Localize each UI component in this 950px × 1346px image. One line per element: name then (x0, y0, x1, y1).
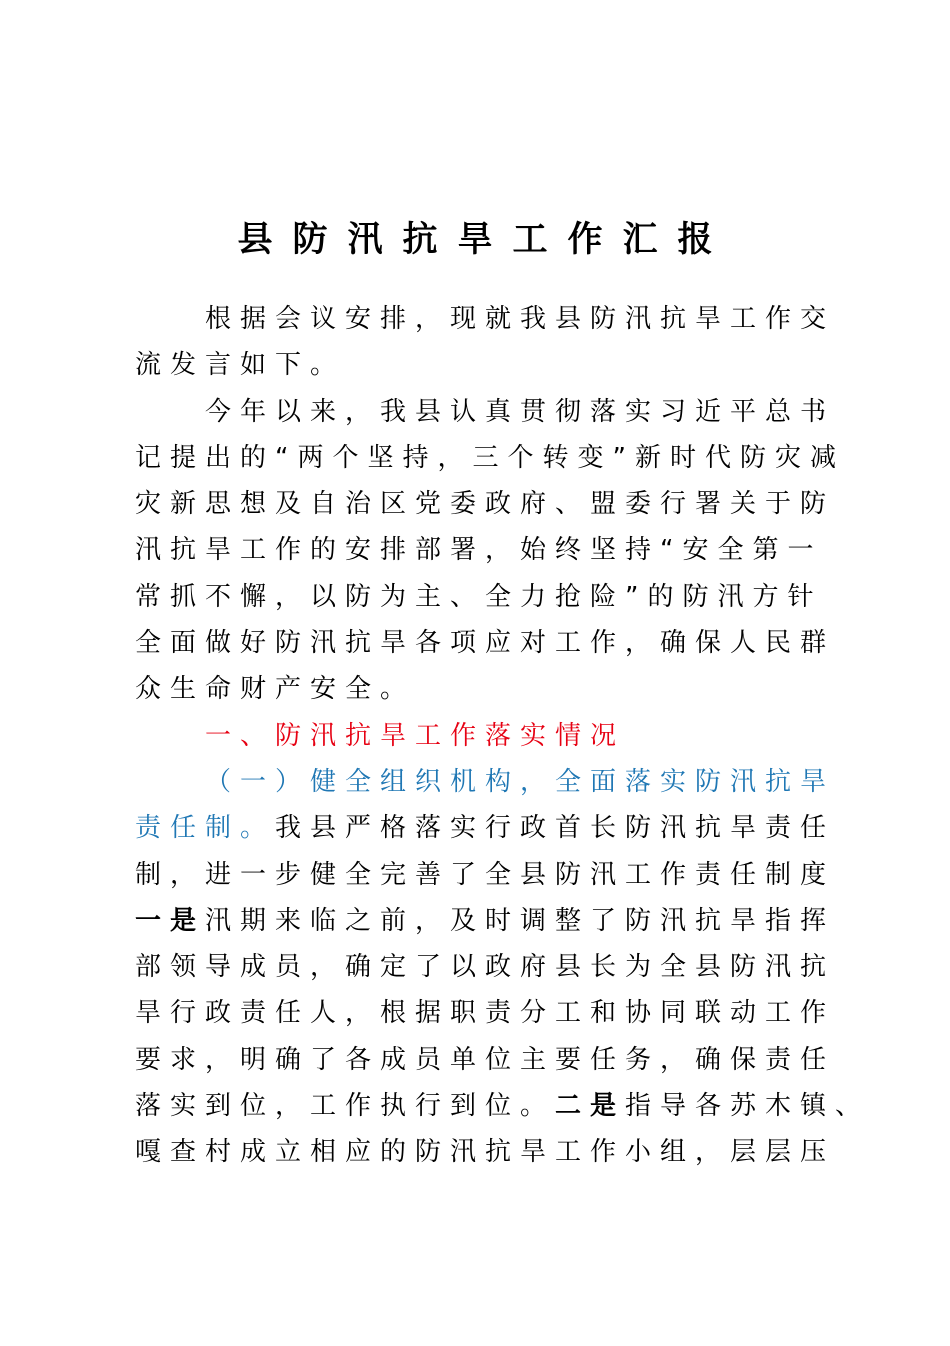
text-line: 制，进一步健全完善了全县防汛工作责任制度 (135, 859, 836, 890)
text-span: 落实到位，工作执行到位。 (135, 1091, 556, 1122)
text-span: 我县严格落实行政首长防汛抗旱责任 (275, 813, 836, 844)
text-line: 旱行政责任人，根据职责分工和协同联动工作 (135, 998, 836, 1029)
text-line: 嘎查村成立相应的防汛抗旱工作小组，层层压 (135, 1137, 836, 1168)
text-span: 指导各苏木镇、 (625, 1091, 871, 1122)
paragraph-overview (135, 389, 845, 713)
emphasis-second: 二是 (555, 1091, 626, 1122)
text-line: 部领导成员，确定了以政府县长为全县防汛抗 (135, 952, 836, 983)
document-body (135, 296, 871, 1176)
text-span: 汛期来临之前，及时调整了防汛抗旱指挥 (205, 905, 836, 936)
section-heading: 一、防汛抗旱工作落实情况 (205, 720, 626, 751)
text-line: 记提出的“两个坚持，三个转变”新时代防灾减 (135, 442, 845, 473)
paragraph-organization (135, 759, 871, 1176)
text-line (135, 898, 836, 944)
text-line (135, 1083, 871, 1129)
paragraph-intro (135, 296, 836, 389)
text-line: 常抓不懈，以防为主、全力抢险”的防汛方针 (135, 581, 823, 612)
text-line: 根据会议安排，现就我县防汛抗旱工作交 (205, 304, 836, 334)
text-line (135, 805, 836, 851)
subsection-heading: （一）健全组织机构，全面落实防汛抗旱 (205, 766, 836, 797)
text-line: 全面做好防汛抗旱各项应对工作，确保人民群 (135, 628, 836, 659)
document-title: 县防汛抗旱工作汇报 (237, 220, 733, 260)
text-line: 今年以来，我县认真贯彻落实习近平总书 (205, 396, 836, 427)
text-line: 灾新思想及自治区党委政府、盟委行署关于防 (135, 489, 836, 520)
text-line: 众生命财产安全。 (135, 674, 416, 705)
text-line: 流发言如下。 (135, 350, 346, 381)
text-line: 汛抗旱工作的安排部署，始终坚持“安全第一 (135, 535, 823, 566)
text-line: 要求，明确了各成员单位主要任务，确保责任 (135, 1044, 836, 1075)
subsection-heading-end: 责任制。 (135, 813, 276, 844)
emphasis-first: 一是 (135, 905, 206, 936)
